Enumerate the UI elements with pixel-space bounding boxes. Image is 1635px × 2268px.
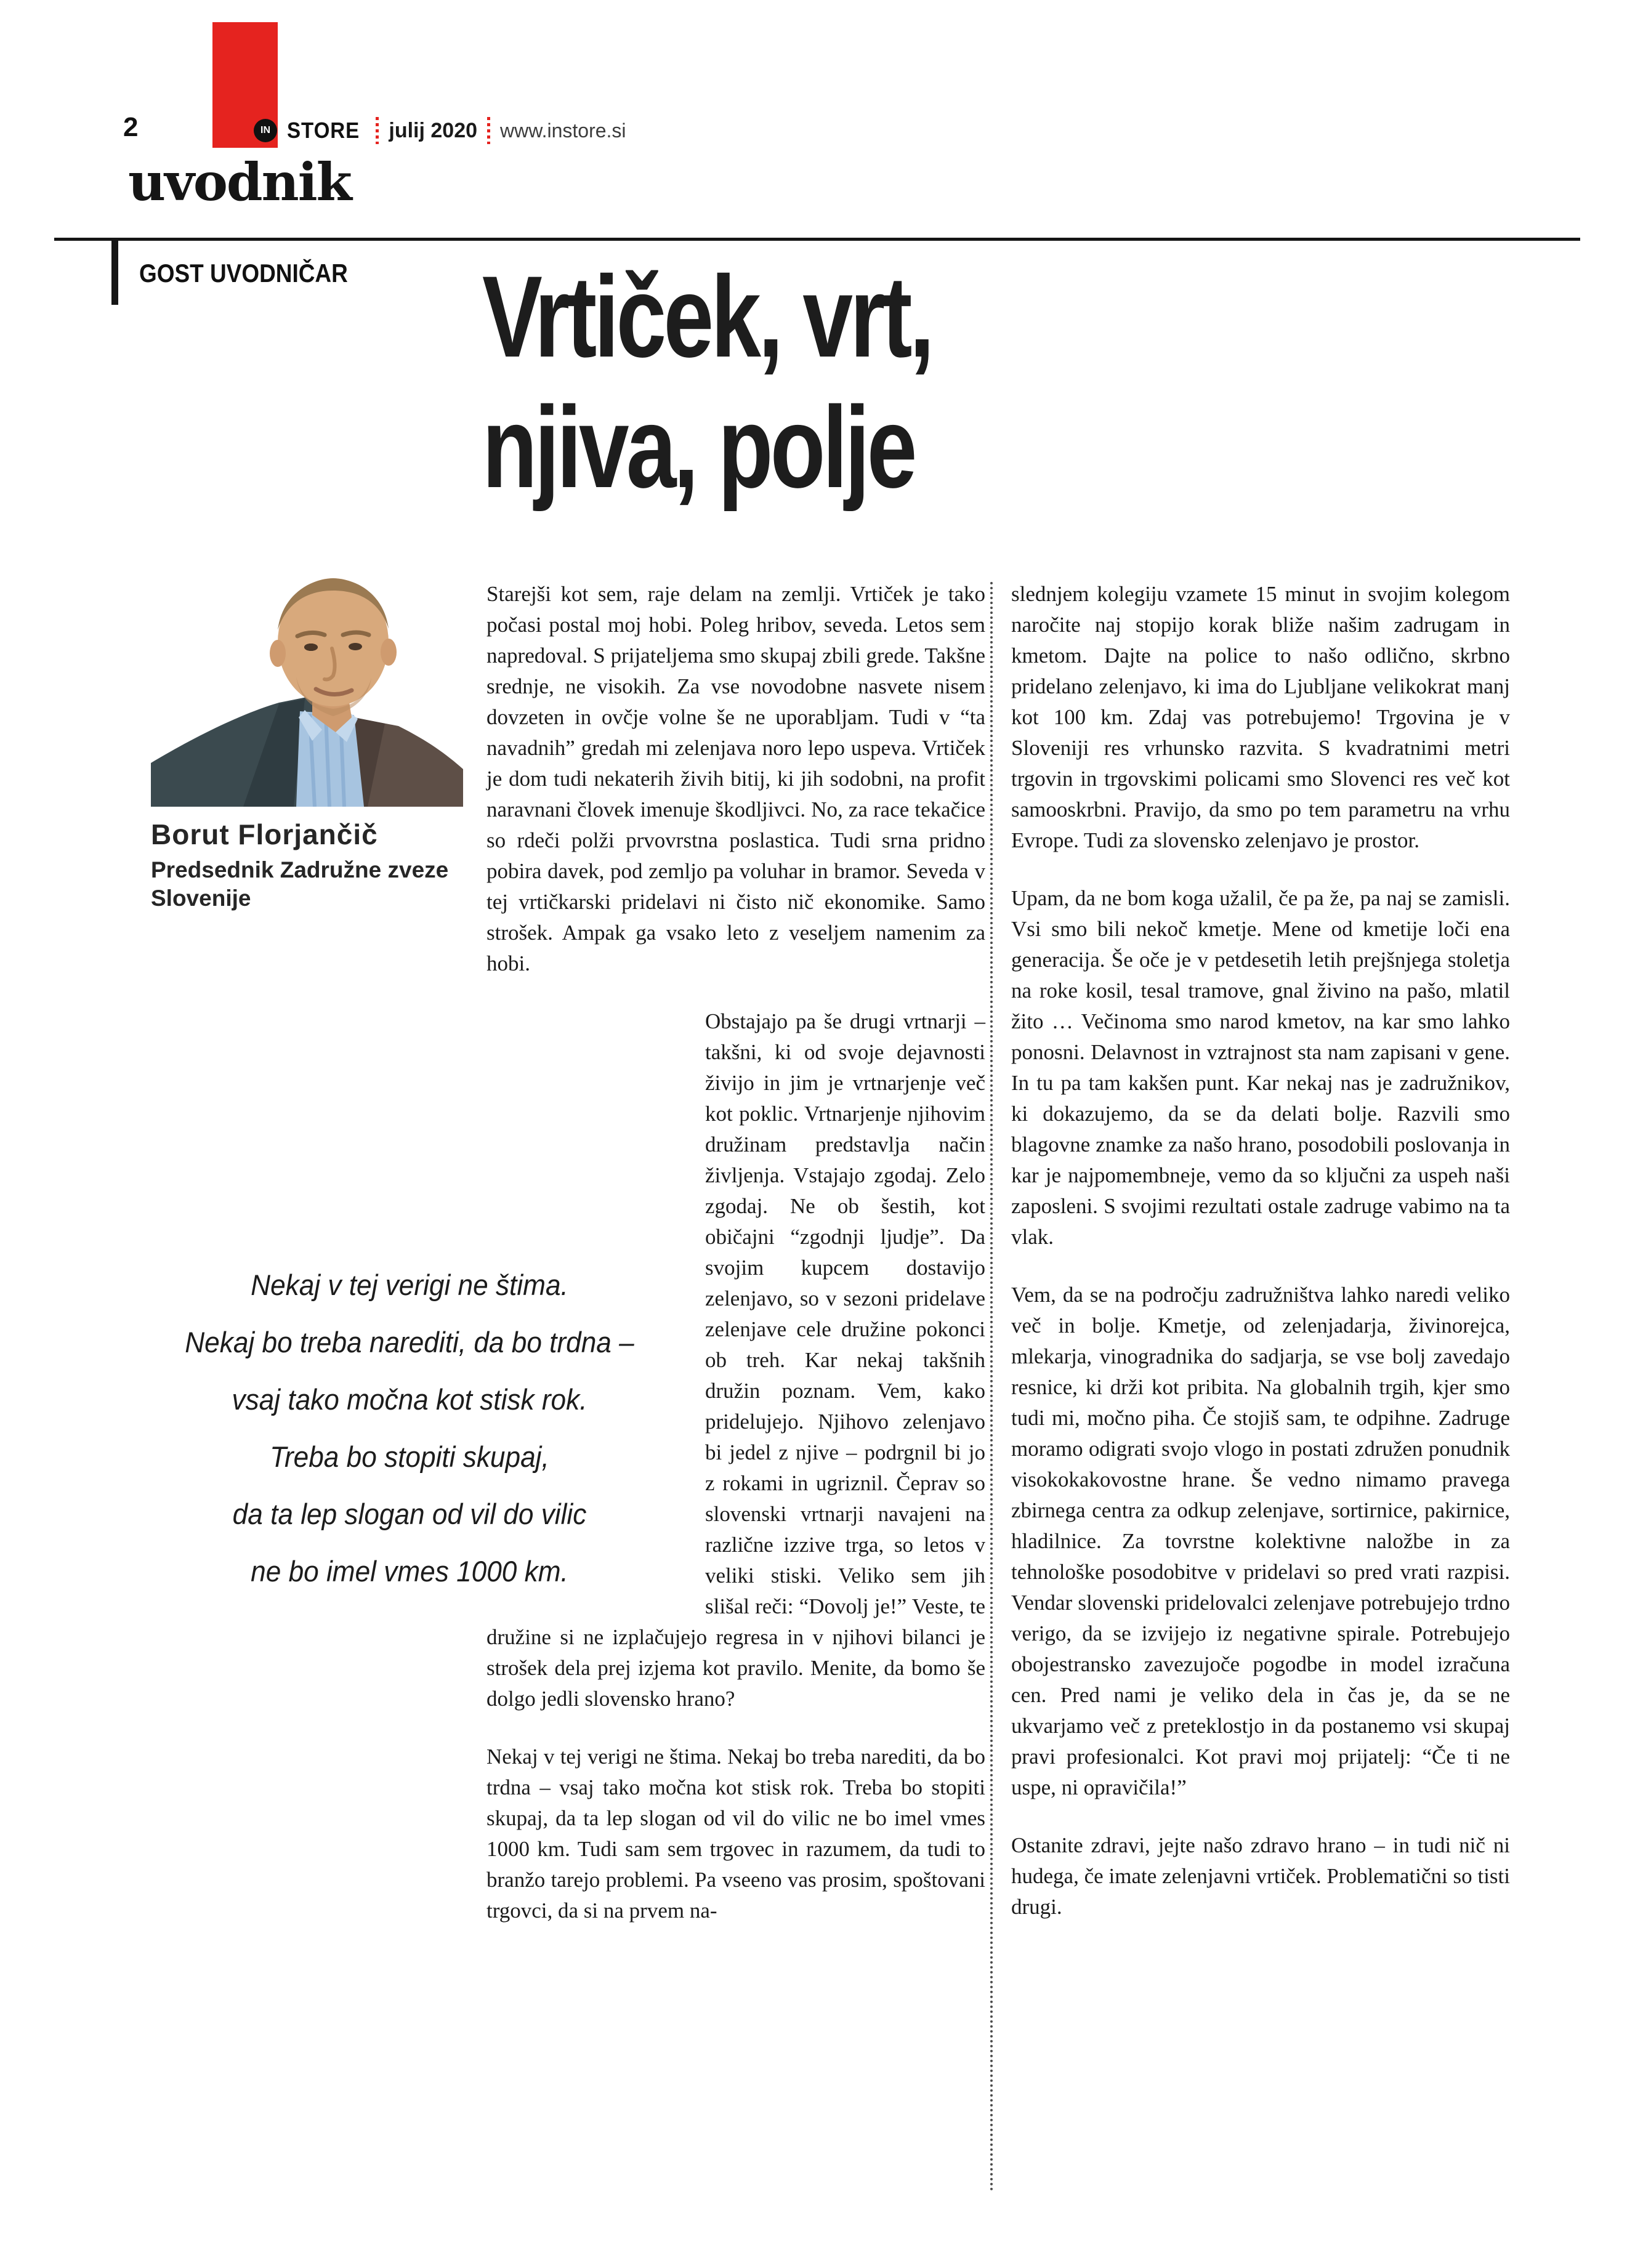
pull-quote-line: vsaj tako močna kot stisk rok.: [232, 1383, 587, 1416]
website-url: www.instore.si: [500, 119, 626, 142]
body-paragraph: Nekaj v tej verigi ne štima. Nekaj bo treba narediti, da bo trdna – vsaj tako močna kot stisk rok. Treba bo stopiti skupaj, da ta lep slogan od vil do vilic ne bo imel vmes 1000 km. Tudi sam sem trgovec in razumem, da tudi to branžo tarejo problemi. Pa vseeno vas prosim, spoštovani trgovci, da si na prvem na-: [486, 1745, 985, 1923]
section-title: uvodnik: [128, 151, 351, 212]
body-column-right: [1011, 579, 1510, 1950]
headline-line: Vrtiček, vrt,: [482, 252, 932, 381]
pull-quote-spacer: [486, 1006, 705, 1622]
body-paragraph: Ostanite zdravi, jejte našo zdravo hrano – in tudi nič ni hudega, če imate zelenjavni vrtiček. Problematični so tisti drugi.: [1011, 1833, 1510, 1919]
page-number: 2: [123, 112, 139, 142]
issue-date: julij 2020: [389, 118, 478, 142]
author-role: [151, 856, 448, 913]
article-kicker: GOST UVODNIČAR: [139, 259, 348, 288]
pull-quote-line: Nekaj v tej verigi ne štima.: [251, 1269, 568, 1301]
dotted-separator-icon: [487, 117, 490, 144]
body-paragraph-wrapped: [486, 1006, 985, 1714]
body-column-middle: [486, 579, 985, 1953]
author-role-line: Predsednik Zadružne zveze: [151, 857, 449, 882]
magazine-logo: [254, 117, 626, 144]
headline-line: njiva, polje: [482, 382, 914, 512]
portrait-photo: [151, 556, 463, 807]
body-paragraph: slednjem kolegiju vzamete 15 minut in svojim kolegom naročite naj stopijo korak bliže našim zadrugam in kmetom. Dajte na police to našo odlično, skrbno pridelano zelenjavo, ki ima do Ljubljane velikokrat manj kot 100 km. Zdaj vas potrebujemo! Trgovina je v Sloveniji res vrhunsko razvita. S kvadratnimi metri trgovin in trgovskimi policami smo Slovenci res več kot samooskrbni. Pravijo, da smo po tem parametru na vrhu Evrope. Tudi za slovensko zelenjavo je prostor.: [1011, 582, 1510, 852]
in-logo-icon: IN: [254, 119, 277, 142]
kicker-bar: [111, 241, 118, 305]
author-name: Borut Florjančič: [151, 818, 378, 850]
pull-quote-line: ne bo imel vmes 1000 km.: [251, 1555, 568, 1588]
author-caption: [151, 818, 448, 913]
article-headline: [482, 251, 1059, 512]
section-divider-rule: [54, 238, 1580, 241]
pull-quote-line: Treba bo stopiti skupaj,: [270, 1440, 549, 1473]
logo-store-text: STORE: [287, 118, 360, 143]
column-divider-dotted: [990, 582, 993, 2192]
dotted-separator-icon: [376, 117, 379, 144]
author-role-line: Slovenije: [151, 886, 251, 911]
body-paragraph: Obstajajo pa še drugi vrtnarji – takšni, ki od svoje dejavnosti živijo in jim je vrtnarjenje več kot poklic. Vrtnarjenje njihovim družinam predstavlja način življenja. Vstajajo zgodaj. Zelo zgodaj. Ne ob šestih, kot običajni “zgodnji ljudje”. Da svojim kupcem dostavijo zelenjavo, so v sezoni pridelave zelenjave cele družine pokonci ob treh. Kar nekaj takšnih družin poznam. Vem, kako pridelujejo. Njihovo zelenjavo bi jedel z njive – podrgnil bi jo z rokami in ugriznil. Čeprav so slovenski vrtnarji navajeni na različne izzive trga, so letos v veliki stiski. Veliko sem jih slišal reči: “Dovolj je!” Veste, te družine si ne izplačujejo regresa in v njihovi bilanci je strošek dela prej izjema kot pravilo. Menite, da bomo še dolgo jedli slovensko hrano?: [486, 1009, 985, 1711]
body-paragraph: Starejši kot sem, raje delam na zemlji. Vrtiček je tako počasi postal moj hobi. Poleg hribov, seveda. Letos sem napredoval. S prijateljema smo skupaj zbili grede. Takšne srednje, ne visokih. Za vse novodobne nasvete nisem dovzeten in ovčje volne še ne uporabljam. Tudi v “ta navadnih” gredah mi zelenjava noro lepo uspeva. Vrtiček je dom tudi nekaterih živih bitij, ki jih sodobni, na profit naravnani človek imenuje škodljivci. No, za race tekačice so rdeči polži prvovrstna poslastica. Tudi srna pridno pobira davek, pod zemljo pa voluhar in bramor. Seveda v tej vrtičkarski pridelavi ni čisto nič ekonomike. Samo strošek. Ampak ga vsako leto z veseljem namenim za hobi.: [486, 582, 985, 975]
pull-quote-line: da ta lep slogan od vil do vilic: [232, 1498, 587, 1530]
pull-quote-line: Nekaj bo treba narediti, da bo trdna –: [185, 1326, 634, 1358]
body-paragraph: Vem, da se na področju zadružništva lahko naredi veliko več in bolje. Kmetje, od zelenjadarja, živinorejca, mlekarja, vinogradnika do sadjarja, se vse bolj zavedajo resnice, ki drži kot pribita. Na globalnih trgih, kjer smo tudi mi, močno piha. Če stojiš sam, te odpihne. Zadruge moramo odigrati svojo vlogo in postati združen ponudnik visokokakovostne hrane. Še vedno nimamo pravega zbirnega centra za odkup zelenjave, sortirnice, pakirnice, hladilnice. Za tovrstne kolektivne naložbe in za tehnološke posodobitve v pridelavi so pred vrati razpisi. Vendar slovenski pridelovalci zelenjave potrebujejo trdno verigo, da se izvijejo iz negativne spirale. Potrebujejo obojestransko zavezujoče pogodbe in model izračuna cen. Pred nami je veliko dela in čas je, da se ne ukvarjamo več z preteklostjo in da postanemo vsi skupaj pravi profesionalci. Kot pravi moj prijatelj: “Če ti ne uspe, ni opravičila!”: [1011, 1283, 1510, 1799]
body-paragraph: Upam, da ne bom koga užalil, če pa že, pa naj se zamisli. Vsi smo bili nekoč kmetje. Mene od kmetije loči ena generacija. Še oče je v petdesetih letih prejšnjega stoletja na roke kosil, tesal tramove, gnal živino na pašo, mlatil žito … Večinoma smo narod kmetov, na kar smo lahko ponosni. Delavnost in vztrajnost sta nam zapisani v gene. In tu pa tam kakšen punt. Kar nekaj nas je zadružnikov, ki dokazujemo, da se da delati bolje. Razvili smo blagovne znamke za našo hrano, posodobili poslovanja in kar je najpomembneje, vemo da so ključni za uspeh naši zaposleni. S svojimi rezultati ostale zadruge vabimo na ta vlak.: [1011, 886, 1510, 1249]
